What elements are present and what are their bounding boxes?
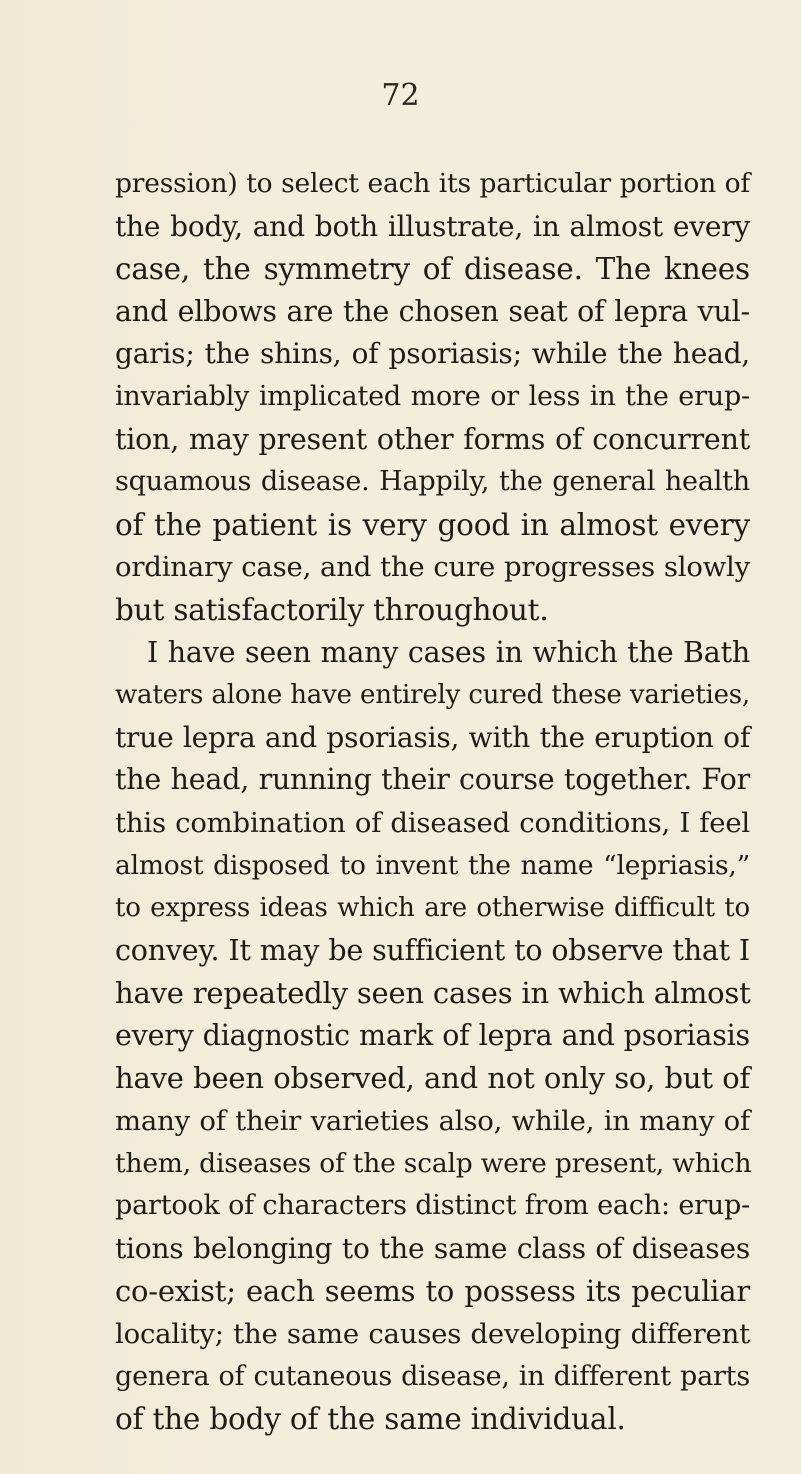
text-line: waters alone have entirely cured these varieties,: [115, 680, 750, 711]
text-line: have repeatedly seen cases in which almost: [115, 976, 751, 1011]
body-text: [115, 163, 750, 1441]
text-line: genera of cutaneous disease, in different parts: [115, 1360, 750, 1392]
text-line: of the body of the same individual.: [115, 1402, 626, 1437]
text-line: the body, and both illustrate, in almost every: [115, 209, 750, 243]
page-number: 72: [381, 78, 420, 113]
text-line: many of their varieties also, while, in many of: [115, 1105, 750, 1138]
text-line: co-exist; each seems to possess its peculiar: [115, 1274, 750, 1309]
text-line: convey. It may be sufficient to observe that I: [115, 933, 750, 967]
text-line: locality; the same causes developing different: [115, 1318, 750, 1351]
text-line: tions belonging to the same class of diseases: [115, 1231, 750, 1265]
text-line: true lepra and psoriasis, with the eruption of: [115, 720, 750, 754]
text-line: almost disposed to invent the name “lepriasis,”: [115, 849, 750, 881]
text-line: tion, may present other forms of concurrent: [115, 422, 750, 456]
text-line: the head, running their course together. For: [115, 763, 750, 797]
text-line-indented: I have seen many cases in which the Bath: [147, 635, 750, 669]
text-line: this combination of diseased conditions, I feel: [115, 806, 750, 839]
text-line: them, diseases of the scalp were present, which: [115, 1147, 752, 1179]
text-line: squamous disease. Happily, the general health: [115, 466, 750, 498]
text-line: but satisfactorily throughout.: [115, 592, 549, 627]
text-line: garis; the shins, of psoriasis; while the head,: [115, 337, 750, 371]
text-line: partook of characters distinct from each: erup-: [115, 1190, 750, 1222]
text-line: and elbows are the chosen seat of lepra vul-: [115, 294, 750, 328]
text-line: invariably implicated more or less in the erup-: [115, 380, 750, 412]
text-line: every diagnostic mark of lepra and psoriasis: [115, 1018, 750, 1052]
text-line: of the patient is very good in almost every: [115, 507, 750, 542]
text-line: ordinary case, and the cure progresses slowly: [115, 551, 750, 584]
text-line: case, the symmetry of disease. The knees: [115, 252, 750, 287]
text-line: to express ideas which are otherwise difficult to: [115, 893, 750, 924]
text-line: pression) to select each its particular portion of: [115, 168, 750, 199]
text-line: have been observed, and not only so, but of: [115, 1061, 750, 1096]
